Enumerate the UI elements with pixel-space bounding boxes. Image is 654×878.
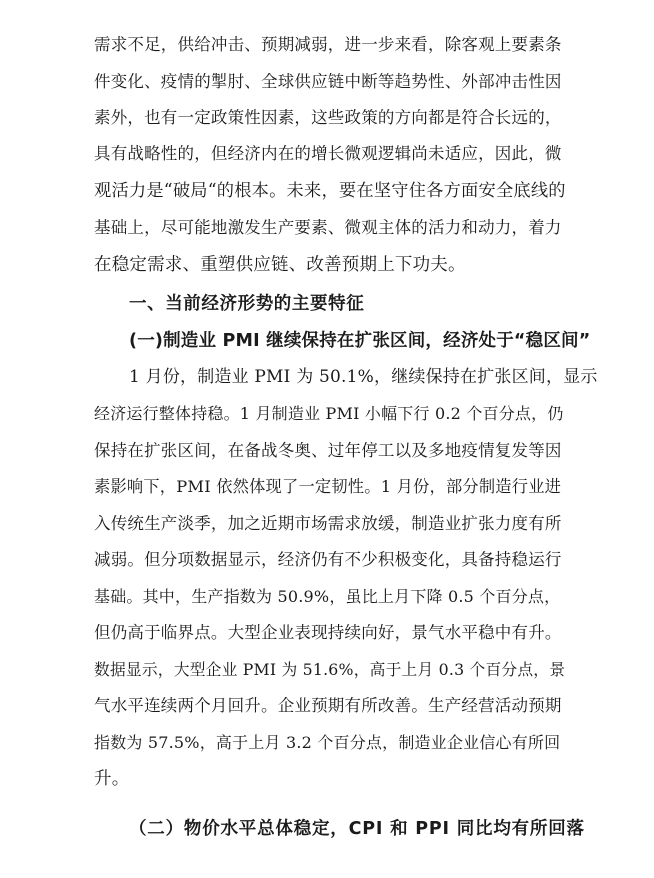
paragraph-line: 在稳定需求、重塑供应链、改善预期上下功夫。: [94, 255, 466, 275]
paragraph-line: 减弱。但分项数据显示，经济仍有不少积极变化，具备持稳运行: [94, 550, 562, 569]
paragraph-line: 经济运行整体持稳。1 月制造业 PMI 小幅下行 0.2 个百分点，仍: [94, 404, 564, 423]
paragraph-line: 入传统生产淡季，加之近期市场需求放缓，制造业扩张力度有所: [94, 514, 562, 533]
paragraph-line: 素影响下，PMI 依然体现了一定韧性。1 月份，部分制造行业进: [94, 477, 562, 496]
paragraph-line: 需求不足，供给冲击、预期减弱，进一步来看，除客观上要素条: [94, 35, 562, 54]
paragraph-line: 但仍高于临界点。大型企业表现持续向好，景气水平稳中有升。: [94, 623, 562, 642]
paragraph-line: 件变化、疫情的掣肘、全球供应链中断等趋势性、外部冲击性因: [94, 72, 562, 91]
paragraph-line: 气水平连续两个月回升。企业预期有所改善。生产经营活动预期: [94, 696, 562, 715]
paragraph-line: 1 月份，制造业 PMI 为 50.1%，继续保持在扩张区间，显示: [129, 367, 598, 387]
subsection-heading: （二）物价水平总体稳定，CPI 和 PPI 同比均有所回落: [129, 819, 585, 839]
paragraph-line: 基础。其中，生产指数为 50.9%，虽比上月下降 0.5 个百分点，: [94, 587, 561, 606]
paragraph-line: 具有战略性的，但经济内在的增长微观逻辑尚未适应，因此，微: [94, 144, 562, 163]
paragraph-line: 指数为 57.5%，高于上月 3.2 个百分点，制造业企业信心有所回: [94, 733, 561, 752]
paragraph-line: 基础上，尽可能地激发生产要素、微观主体的活力和动力，着力: [94, 218, 562, 237]
paragraph-line: 数据显示，大型企业 PMI 为 51.6%，高于上月 0.3 个百分点，景: [94, 660, 566, 679]
paragraph-line: 观活力是“破局“的根本。未来，要在坚守住各方面安全底线的: [94, 181, 566, 201]
subsection-heading: (一)制造业 PMI 继续保持在扩张区间，经济处于“稳区间”: [129, 331, 591, 351]
paragraph-line: 素外，也有一定政策性因素，这些政策的方向都是符合长远的，: [94, 108, 562, 127]
section-heading: 一、当前经济形势的主要特征: [129, 294, 365, 314]
paragraph-line: 升。: [94, 769, 130, 789]
paragraph-line: 保持在扩张区间，在备战冬奥、过年停工以及多地疫情复发等因: [94, 441, 562, 460]
